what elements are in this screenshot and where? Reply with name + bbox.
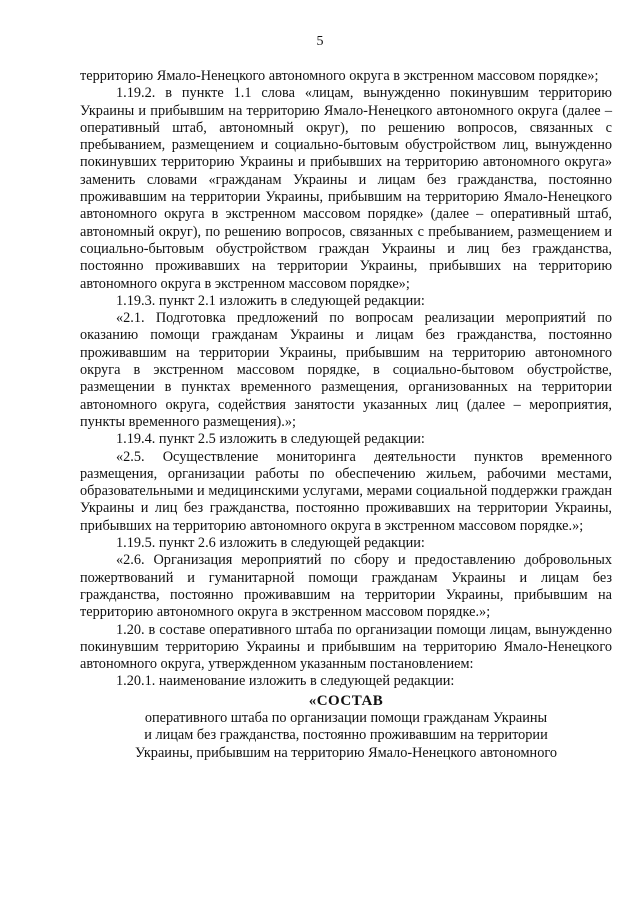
composition-subtitle-line: оперативного штаба по организации помощи гражданам Украины: [144, 709, 548, 726]
document-body: [80, 68, 612, 762]
paragraph-1-20: 1.20. в составе оперативного штаба по организации помощи лицам, вынужденно покинувшим территорию Украины и прибывшим на территорию Ямало-Ненецкого автономного округа, утвержденном указанным постановлением:: [80, 621, 612, 673]
paragraph-1-19-3: 1.19.3. пункт 2.1 изложить в следующей редакции:: [116, 292, 425, 309]
paragraph-1-19-5: 1.19.5. пункт 2.6 изложить в следующей редакции:: [116, 535, 425, 552]
page-number: 5: [316, 34, 324, 49]
paragraph-2-6-quote: «2.6. Организация мероприятий по сбору и предоставлению добровольных пожертвований и гуманитарной помощи гражданам Украины и лицам без гражданства, постоянно проживавшим на территории Украины, прибывшим на территорию автономного округа в экстренном массовом порядке.»;: [80, 552, 612, 621]
paragraph-1-20-1: 1.20.1. наименование изложить в следующей редакции:: [116, 673, 455, 690]
paragraph-2-5-quote: «2.5. Осуществление мониторинга деятельности пунктов временного размещения, организации работы по обеспечению жильем, рабочими местами, образовательными и медицинскими услугами, мерами социальной поддержки граждан Украины и лиц без гражданства, постоянно проживавших на территории Украины, прибывших на территорию автономного округа в экстренном массовом порядке.»;: [80, 448, 612, 534]
paragraph-continuation: территорию Ямало-Ненецкого автономного округа в экстренном массовом порядке»;: [80, 68, 599, 84]
composition-heading: [80, 693, 612, 762]
composition-subtitle-line: и лицам без гражданства, постоянно проживавшим на территории: [144, 727, 548, 744]
composition-title: «СОСТАВ: [308, 692, 384, 709]
paragraph-1-19-2: 1.19.2. в пункте 1.1 слова «лицам, вынужденно покинувшим территорию Украины и прибывшим на территорию Ямало-Ненецкого автономного округа (далее – оперативный штаб, автономный округ), по решению вопросов, связанных с пребыванием, размещением и социально-бытовым обустройством лиц, вынужденно покинувших территорию Украины и прибывших на территорию автономного округа» заменить словами «гражданам Украины и лицам без гражданства, постоянно проживавшим на территории Украины, прибывшим на территорию Ямало-Ненецкого автономного округа в экстренном массовом порядке» (далее – оперативный штаб, автономный округ), по решению вопросов, связанных с пребыванием, размещением и социально-бытовым обустройством граждан Украины и лиц без гражданства, постоянно проживавших на территории Украины, прибывших на территорию автономного округа в экстренном массовом порядке»;: [80, 85, 612, 292]
paragraph-1-19-4: 1.19.4. пункт 2.5 изложить в следующей редакции:: [116, 431, 425, 448]
composition-subtitle-line: Украины, прибывшим на территорию Ямало-Ненецкого автономного: [135, 744, 557, 761]
paragraph-2-1-quote: «2.1. Подготовка предложений по вопросам реализации мероприятий по оказанию помощи гражданам Украины и лицам без гражданства, постоянно проживавшим на территории Украины, прибывшим на территорию автономного округа в экстренном массовом порядке, в социально-бытовом обустройстве, размещении в пунктах временного размещения, организованных на территории автономного округа, содействия занятости указанных лиц (далее – мероприятия, пункты временного размещения).»;: [80, 310, 612, 430]
